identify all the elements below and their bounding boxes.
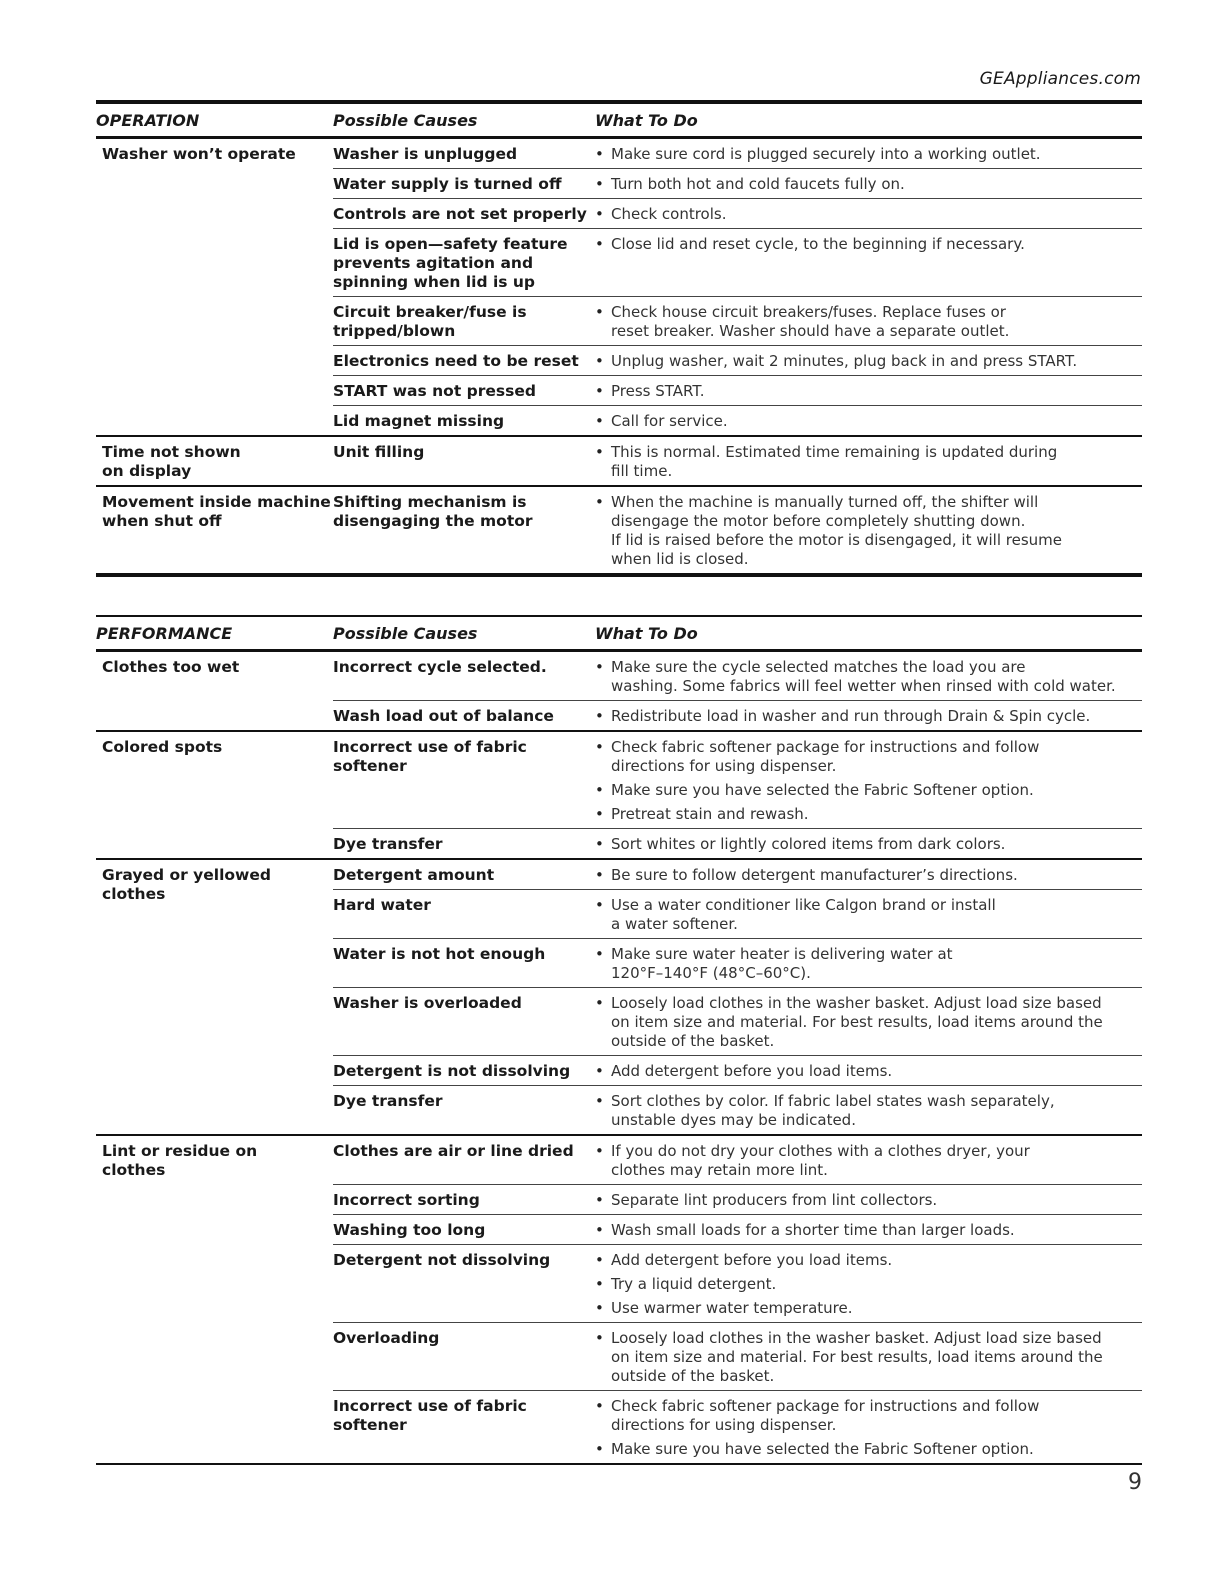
todo-item [595, 866, 1142, 885]
todo-text: Make sure you have selected the Fabric Softener option. [611, 1440, 1034, 1458]
todo-cell [595, 1142, 1142, 1180]
todo-text: Check fabric softener package for instructions and follow directions for using dispenser. [611, 1397, 1040, 1434]
problem-group [96, 437, 1142, 487]
bullet-icon: • [595, 145, 604, 163]
cause-cell: Clothes are air or line dried [333, 1142, 574, 1160]
problem-group [96, 487, 1142, 575]
problem-label: Time not shown on display [102, 443, 241, 480]
todo-cell [595, 1251, 1142, 1318]
bullet-icon: • [595, 896, 604, 914]
todo-text: Add detergent before you load items. [611, 1062, 893, 1080]
cause-cell: Detergent is not dissolving [333, 1062, 571, 1080]
bullet-icon: • [595, 443, 604, 461]
todo-cell [595, 412, 1142, 431]
cause-rows [333, 1136, 1142, 1463]
cause-rows [333, 860, 1142, 1134]
bullet-icon: • [595, 658, 604, 676]
todo-item [595, 738, 1142, 776]
todo-text: If you do not dry your clothes with a clothes dryer, your clothes may retain more lint. [611, 1142, 1030, 1179]
table-row [333, 652, 1142, 701]
todo-item [595, 1275, 1142, 1294]
bullet-icon: • [595, 1275, 604, 1293]
todo-cell [595, 303, 1142, 341]
todo-item [595, 805, 1142, 824]
todo-item [595, 658, 1142, 696]
todo-text: Add detergent before you load items. [611, 1251, 893, 1269]
todo-item [595, 1397, 1142, 1435]
bullet-icon: • [595, 1440, 604, 1458]
cause-cell: Washer is overloaded [333, 994, 522, 1012]
todo-item [595, 1221, 1142, 1240]
problem-label: Movement inside machine when shut off [102, 493, 331, 530]
todo-text: Use warmer water temperature. [611, 1299, 853, 1317]
todo-item [595, 352, 1142, 371]
cause-cell: Washer is unplugged [333, 145, 518, 163]
problem-label: Colored spots [102, 738, 223, 756]
cause-cell: Detergent amount [333, 866, 495, 884]
todo-item [595, 1062, 1142, 1081]
cause-cell: Water supply is turned off [333, 175, 562, 193]
todo-text: Use a water conditioner like Calgon brand or install a water softener. [611, 896, 996, 933]
table-row [333, 1323, 1142, 1391]
todo-text: Make sure water heater is delivering water at 120°F–140°F (48°C–60°C). [611, 945, 953, 982]
table-row [333, 437, 1142, 485]
todo-item [595, 175, 1142, 194]
todo-text: Loosely load clothes in the washer basket. Adjust load size based on item size and material. For best results, load items around the outside of the basket. [611, 1329, 1103, 1385]
table-row [333, 297, 1142, 346]
todo-cell [595, 352, 1142, 371]
bullet-icon: • [595, 303, 604, 321]
table-row [333, 346, 1142, 376]
problem-column-header: PERFORMANCE [96, 623, 233, 643]
todo-text: When the machine is manually turned off, the shifter will disengage the motor before completely shutting down. If lid is raised before the motor is disengaged, it will resume when lid is closed. [611, 493, 1063, 568]
todo-item [595, 945, 1142, 983]
todo-cell [595, 175, 1142, 194]
problem-group [96, 139, 1142, 437]
todo-item [595, 493, 1142, 569]
problem-label: Washer won’t operate [102, 145, 296, 163]
todo-cell [595, 866, 1142, 885]
todo-column-header: What To Do [595, 623, 698, 643]
todo-item [595, 896, 1142, 934]
table-row [333, 169, 1142, 199]
causes-column-header: Possible Causes [333, 110, 478, 130]
todo-cell [595, 443, 1142, 481]
todo-text: Unplug washer, wait 2 minutes, plug back in and press START. [611, 352, 1078, 370]
todo-text: Sort whites or lightly colored items from dark colors. [611, 835, 1006, 853]
table-row [333, 1215, 1142, 1245]
todo-cell [595, 1092, 1142, 1130]
page-number: 9 [1128, 1470, 1142, 1495]
cause-cell: Electronics need to be reset [333, 352, 579, 370]
cause-cell: Detergent not dissolving [333, 1251, 551, 1269]
todo-text: Try a liquid detergent. [611, 1275, 777, 1293]
causes-column-header: Possible Causes [333, 623, 478, 643]
cause-cell: Hard water [333, 896, 431, 914]
todo-item [595, 1329, 1142, 1386]
table-row [333, 701, 1142, 730]
bullet-icon: • [595, 1142, 604, 1160]
bullet-icon: • [595, 1092, 604, 1110]
cause-cell: Incorrect sorting [333, 1191, 480, 1209]
table-row [333, 1136, 1142, 1185]
table-row [333, 199, 1142, 229]
table-body [96, 139, 1142, 575]
todo-item [595, 443, 1142, 481]
todo-item [595, 145, 1142, 164]
table-row [333, 229, 1142, 297]
todo-text: This is normal. Estimated time remaining is updated during fill time. [611, 443, 1058, 480]
cause-cell: Wash load out of balance [333, 707, 554, 725]
bullet-icon: • [595, 738, 604, 756]
bullet-icon: • [595, 493, 604, 511]
todo-item [595, 303, 1142, 341]
todo-text: Be sure to follow detergent manufacturer’s directions. [611, 866, 1018, 884]
operation-table [96, 100, 1142, 577]
problem-group [96, 860, 1142, 1136]
table-header [96, 617, 1142, 652]
todo-text: Check fabric softener package for instructions and follow directions for using dispenser. [611, 738, 1040, 775]
todo-text: Sort clothes by color. If fabric label states wash separately, unstable dyes may be indicated. [611, 1092, 1055, 1129]
bullet-icon: • [595, 1329, 604, 1347]
todo-item [595, 1251, 1142, 1270]
todo-text: Turn both hot and cold faucets fully on. [611, 175, 905, 193]
todo-cell [595, 493, 1142, 569]
bullet-icon: • [595, 781, 604, 799]
todo-item [595, 412, 1142, 431]
bullet-icon: • [595, 1299, 604, 1317]
todo-item [595, 781, 1142, 800]
table-row [333, 139, 1142, 169]
todo-text: Close lid and reset cycle, to the beginning if necessary. [611, 235, 1025, 253]
todo-text: Separate lint producers from lint collectors. [611, 1191, 938, 1209]
cause-cell: Circuit breaker/fuse is tripped/blown [333, 303, 527, 340]
cause-cell: Washing too long [333, 1221, 486, 1239]
todo-item [595, 707, 1142, 726]
cause-rows [333, 139, 1142, 435]
table-row [333, 1185, 1142, 1215]
table-row [333, 487, 1142, 573]
todo-item [595, 205, 1142, 224]
problem-group [96, 732, 1142, 860]
performance-table [96, 615, 1142, 1465]
bullet-icon: • [595, 205, 604, 223]
todo-cell [595, 145, 1142, 164]
todo-text: Make sure the cycle selected matches the load you are washing. Some fabrics will feel wetter when rinsed with cold water. [611, 658, 1116, 695]
table-row [333, 860, 1142, 890]
table-row [333, 1086, 1142, 1134]
todo-text: Make sure you have selected the Fabric Softener option. [611, 781, 1034, 799]
table-header [96, 104, 1142, 139]
todo-cell [595, 738, 1142, 824]
todo-cell [595, 1062, 1142, 1081]
cause-cell: Controls are not set properly [333, 205, 587, 223]
todo-cell [595, 205, 1142, 224]
todo-item [595, 835, 1142, 854]
cause-cell: Dye transfer [333, 1092, 443, 1110]
todo-text: Press START. [611, 382, 705, 400]
bullet-icon: • [595, 707, 604, 725]
problem-column-header: OPERATION [96, 110, 200, 130]
todo-cell [595, 382, 1142, 401]
problem-group [96, 1136, 1142, 1465]
bullet-icon: • [595, 1191, 604, 1209]
bullet-icon: • [595, 805, 604, 823]
bullet-icon: • [595, 1397, 604, 1415]
bullet-icon: • [595, 866, 604, 884]
problem-label: Clothes too wet [102, 658, 240, 676]
table-row [333, 1245, 1142, 1323]
cause-rows [333, 652, 1142, 730]
todo-item [595, 1142, 1142, 1180]
table-row [333, 988, 1142, 1056]
bullet-icon: • [595, 412, 604, 430]
problem-label: Lint or residue on clothes [102, 1142, 258, 1179]
table-row [333, 829, 1142, 858]
cause-cell: Dye transfer [333, 835, 443, 853]
bullet-icon: • [595, 1251, 604, 1269]
bullet-icon: • [595, 175, 604, 193]
bullet-icon: • [595, 382, 604, 400]
todo-cell [595, 658, 1142, 696]
cause-cell: Water is not hot enough [333, 945, 546, 963]
todo-text: Pretreat stain and rewash. [611, 805, 809, 823]
todo-item [595, 382, 1142, 401]
todo-text: Wash small loads for a shorter time than larger loads. [611, 1221, 1015, 1239]
cause-cell: Unit filling [333, 443, 425, 461]
table-row [333, 939, 1142, 988]
todo-cell [595, 835, 1142, 854]
problem-label: Grayed or yellowed clothes [102, 866, 271, 903]
cause-cell: Incorrect use of fabric softener [333, 738, 527, 775]
todo-text: Make sure cord is plugged securely into a working outlet. [611, 145, 1041, 163]
todo-cell [595, 945, 1142, 983]
cause-rows [333, 437, 1142, 485]
todo-cell [595, 235, 1142, 292]
todo-text: Check house circuit breakers/fuses. Replace fuses or reset breaker. Washer should have a separate outlet. [611, 303, 1010, 340]
cause-cell: Incorrect use of fabric softener [333, 1397, 527, 1434]
bullet-icon: • [595, 235, 604, 253]
cause-cell: Shifting mechanism is disengaging the motor [333, 493, 533, 530]
todo-cell [595, 1329, 1142, 1386]
cause-cell: Overloading [333, 1329, 440, 1347]
todo-text: Loosely load clothes in the washer basket. Adjust load size based on item size and material. For best results, load items around the outside of the basket. [611, 994, 1103, 1050]
site-url: GEAppliances.com [979, 69, 1141, 89]
todo-item [595, 1299, 1142, 1318]
todo-cell [595, 1191, 1142, 1210]
todo-cell [595, 994, 1142, 1051]
table-row [333, 406, 1142, 435]
table-row [333, 376, 1142, 406]
bullet-icon: • [595, 1221, 604, 1239]
todo-text: Check controls. [611, 205, 727, 223]
cause-cell: Lid magnet missing [333, 412, 505, 430]
todo-item [595, 235, 1142, 254]
table-body [96, 652, 1142, 1465]
cause-cell: Lid is open—safety feature prevents agitation and spinning when lid is up [333, 235, 568, 291]
todo-item [595, 1191, 1142, 1210]
todo-text: Call for service. [611, 412, 728, 430]
todo-item [595, 994, 1142, 1051]
bullet-icon: • [595, 835, 604, 853]
todo-column-header: What To Do [595, 110, 698, 130]
cause-cell: Incorrect cycle selected. [333, 658, 547, 676]
bullet-icon: • [595, 994, 604, 1012]
bullet-icon: • [595, 945, 604, 963]
todo-cell [595, 896, 1142, 934]
todo-item [595, 1440, 1142, 1459]
table-row [333, 890, 1142, 939]
table-row [333, 1056, 1142, 1086]
cause-cell: START was not pressed [333, 382, 536, 400]
todo-cell [595, 707, 1142, 726]
cause-rows [333, 732, 1142, 858]
todo-text: Redistribute load in washer and run through Drain & Spin cycle. [611, 707, 1091, 725]
problem-group [96, 652, 1142, 732]
bullet-icon: • [595, 1062, 604, 1080]
table-row [333, 1391, 1142, 1463]
cause-rows [333, 487, 1142, 573]
todo-cell [595, 1221, 1142, 1240]
todo-cell [595, 1397, 1142, 1459]
table-row [333, 732, 1142, 829]
bullet-icon: • [595, 352, 604, 370]
todo-item [595, 1092, 1142, 1130]
